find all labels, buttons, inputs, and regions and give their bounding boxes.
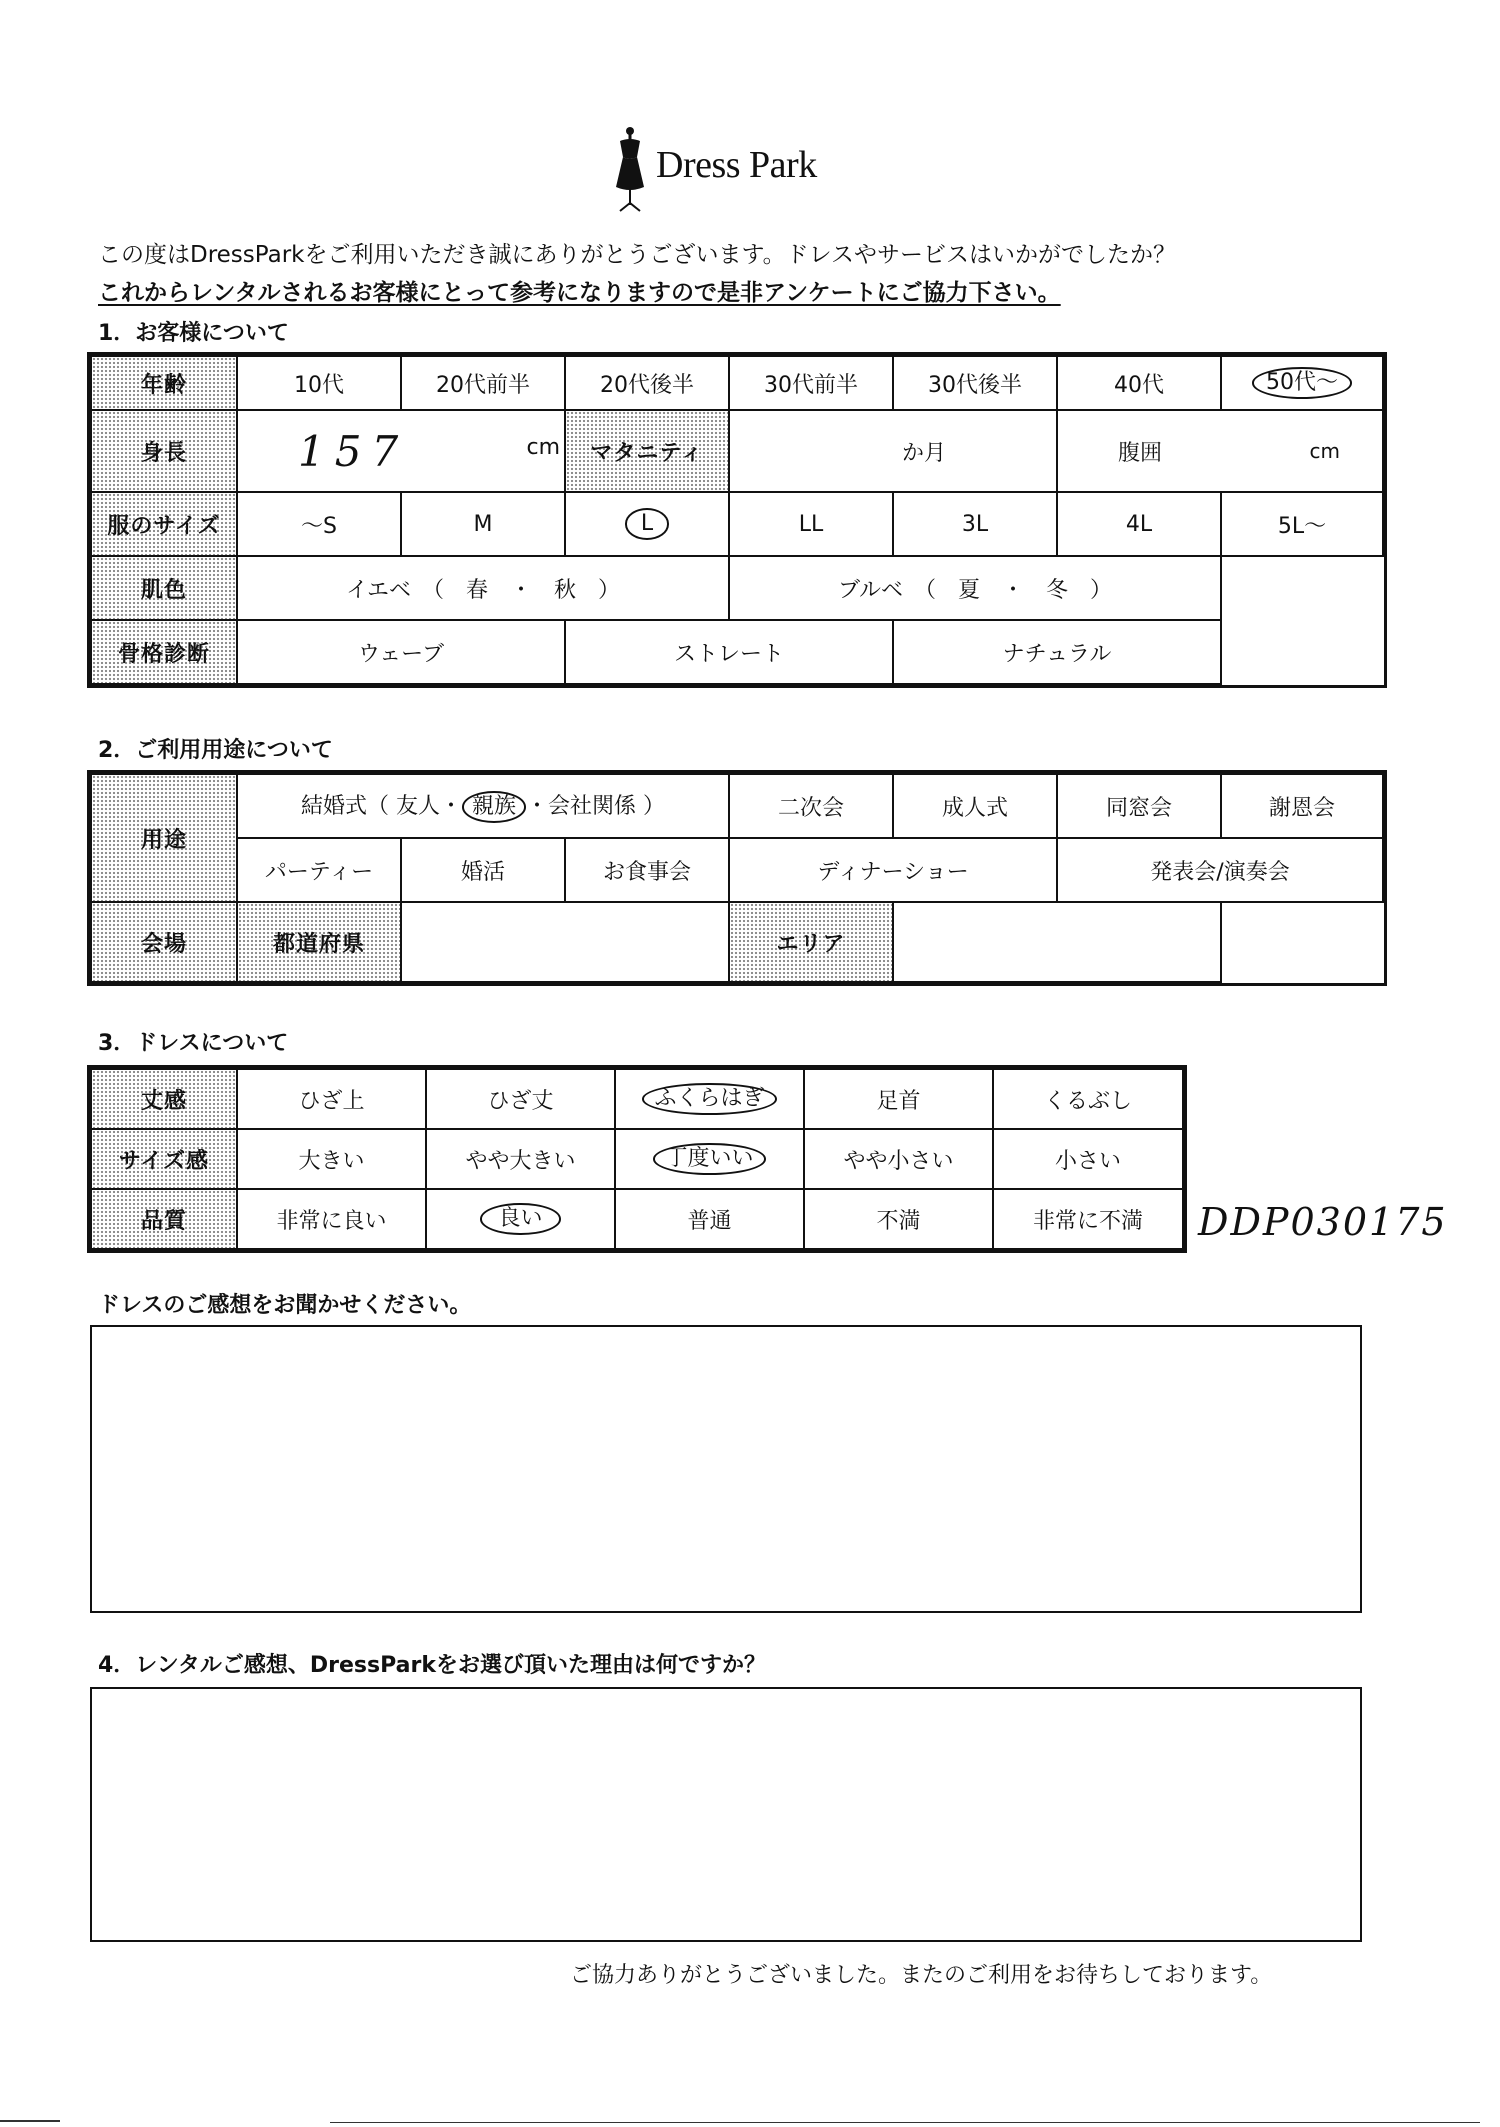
maternity-months-field[interactable] (729, 410, 1057, 492)
height-label: 身長 (91, 410, 237, 492)
purpose-label: 用途 (91, 774, 237, 902)
size-row (91, 492, 1383, 556)
skin-row (91, 556, 1383, 620)
section-2-title: 2．ご利用用途について (98, 738, 333, 763)
footer-thanks: ご協力ありがとうございました。またのご利用をお待ちしております。 (570, 1963, 1273, 1988)
quality-option[interactable]: 非常に不満 (993, 1189, 1183, 1249)
size-option[interactable]: M (401, 492, 565, 556)
waist-label: 腹囲 (1118, 440, 1163, 466)
height-unit: cm (526, 435, 560, 460)
skin-blue-option[interactable]: ブルベ （ 夏 ・ 冬 ） (729, 556, 1221, 620)
venue-label: 会場 (91, 902, 237, 982)
length-option[interactable]: ひざ上 (237, 1069, 426, 1129)
selected-size: L (625, 508, 669, 540)
section-4-title: 4．レンタルご感想、DressParkをお選び頂いた理由は何ですか？ (98, 1653, 766, 1678)
frame-option[interactable]: ストレート (565, 620, 893, 684)
fit-label: サイズ感 (91, 1129, 237, 1189)
height-row (91, 410, 1383, 492)
age-option[interactable]: 30代前半 (729, 356, 893, 410)
waist-unit: cm (1309, 439, 1340, 463)
wedding-selected: 親族 (462, 791, 526, 823)
length-option[interactable]: ひざ丈 (426, 1069, 615, 1129)
quality-option[interactable]: 普通 (615, 1189, 804, 1249)
fit-option[interactable]: やや大きい (426, 1129, 615, 1189)
wedding-prefix: 結婚式（ 友人・ (301, 794, 462, 820)
frame-option[interactable]: ウェーブ (237, 620, 565, 684)
size-option[interactable]: 4L (1057, 492, 1221, 556)
area-label: エリア (729, 902, 893, 982)
dresspark-logo (612, 125, 862, 215)
purpose-option[interactable]: 成人式 (893, 774, 1057, 838)
months-unit: か月 (901, 440, 946, 466)
size-option-selected[interactable] (565, 492, 729, 556)
age-option[interactable]: 30代後半 (893, 356, 1057, 410)
fit-option[interactable]: やや小さい (804, 1129, 993, 1189)
selected-length: ふくらはぎ (642, 1083, 776, 1115)
size-label: 服のサイズ (91, 492, 237, 556)
purpose-row-1 (91, 774, 1383, 838)
quality-label: 品質 (91, 1189, 237, 1249)
wedding-option[interactable] (237, 774, 729, 838)
height-value: 157 (298, 426, 409, 476)
age-option[interactable]: 20代前半 (401, 356, 565, 410)
skin-yellow-option[interactable]: イエベ （ 春 ・ 秋 ） (237, 556, 729, 620)
bottom-edge-line (330, 2122, 1480, 2123)
reason-box[interactable] (90, 1687, 1362, 1942)
quality-row (91, 1189, 1183, 1249)
customer-table (90, 355, 1384, 685)
length-label: 丈感 (91, 1069, 237, 1129)
length-row (91, 1069, 1183, 1129)
comments-label: ドレスのご感想をお聞かせください。 (98, 1293, 472, 1318)
section-3-title: 3．ドレスについて (98, 1031, 289, 1056)
size-option[interactable]: LL (729, 492, 893, 556)
purpose-option[interactable]: 発表会/演奏会 (1057, 838, 1383, 902)
fit-option-selected[interactable] (615, 1129, 804, 1189)
purpose-option[interactable]: 二次会 (729, 774, 893, 838)
age-label: 年齢 (91, 356, 237, 410)
purpose-option[interactable]: 謝恩会 (1221, 774, 1383, 838)
size-option[interactable]: 5L～ (1221, 492, 1383, 556)
fit-option[interactable]: 小さい (993, 1129, 1183, 1189)
wedding-suffix: ・会社関係 ） (526, 794, 666, 820)
height-field[interactable] (237, 410, 565, 492)
purpose-row-2 (91, 838, 1383, 902)
purpose-option[interactable]: 婚活 (401, 838, 565, 902)
quality-option-selected[interactable] (426, 1189, 615, 1249)
venue-row (91, 902, 1383, 982)
age-option[interactable]: 10代 (237, 356, 401, 410)
selected-age: 50代～ (1252, 367, 1352, 399)
handwritten-code: DDP030175 (1198, 1200, 1448, 1244)
logo-text: Dress Park (656, 144, 817, 186)
purpose-option[interactable]: 同窓会 (1057, 774, 1221, 838)
age-row (91, 356, 1383, 410)
prefecture-label: 都道府県 (237, 902, 401, 982)
section-1-title: 1．お客様について (98, 321, 289, 346)
length-option[interactable]: くるぶし (993, 1069, 1183, 1129)
frame-row (91, 620, 1383, 684)
dress-form-icon (612, 125, 648, 215)
bottom-edge-line (0, 2120, 60, 2122)
length-option-selected[interactable] (615, 1069, 804, 1129)
purpose-option[interactable]: ディナーショー (729, 838, 1057, 902)
fit-option[interactable]: 大きい (237, 1129, 426, 1189)
selected-fit: 丁度いい (653, 1143, 765, 1175)
age-option[interactable]: 40代 (1057, 356, 1221, 410)
size-option[interactable]: 3L (893, 492, 1057, 556)
age-option[interactable]: 20代後半 (565, 356, 729, 410)
prefecture-field[interactable] (401, 902, 729, 982)
age-option-selected[interactable] (1221, 356, 1383, 410)
selected-quality: 良い (480, 1203, 560, 1235)
length-option[interactable]: 足首 (804, 1069, 993, 1129)
quality-option[interactable]: 非常に良い (237, 1189, 426, 1249)
purpose-option[interactable]: パーティー (237, 838, 401, 902)
frame-label: 骨格診断 (91, 620, 237, 684)
intro-line-1: この度はDressParkをご利用いただき誠にありがとうございます。ドレスやサービスはいかがでしたか？ (98, 242, 1176, 268)
fit-row (91, 1129, 1183, 1189)
intro-line-2: これからレンタルされるお客様にとって参考になりますので是非アンケートにご協力下さい。 (98, 280, 1061, 306)
purpose-option[interactable]: お食事会 (565, 838, 729, 902)
waist-field[interactable] (1057, 410, 1383, 492)
frame-option[interactable]: ナチュラル (893, 620, 1221, 684)
quality-option[interactable]: 不満 (804, 1189, 993, 1249)
size-option[interactable]: ～S (237, 492, 401, 556)
purpose-table (90, 773, 1384, 983)
maternity-label: マタニティ (565, 410, 729, 492)
comments-box[interactable] (90, 1325, 1362, 1613)
skin-label: 肌色 (91, 556, 237, 620)
area-field[interactable] (893, 902, 1221, 982)
dress-table (90, 1068, 1184, 1250)
